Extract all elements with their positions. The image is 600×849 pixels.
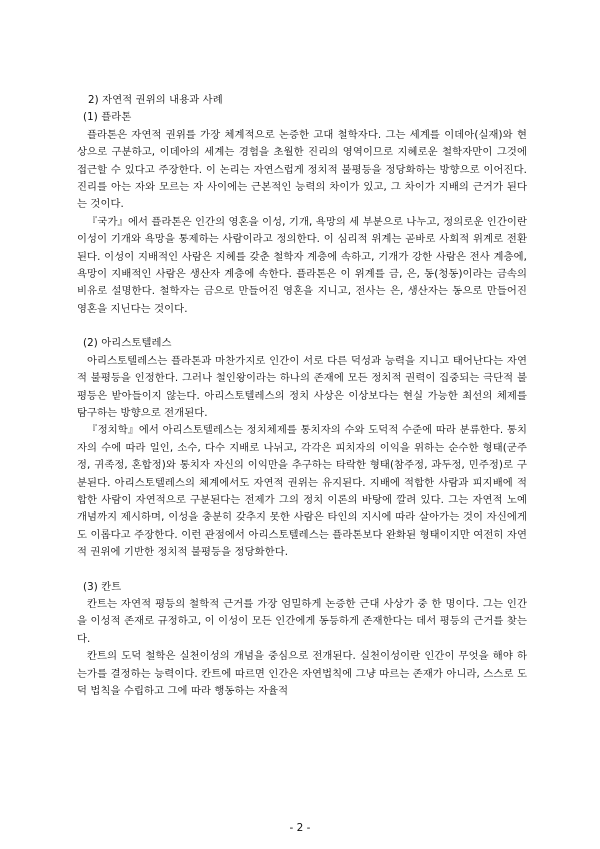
paragraph-kant-1: 칸트는 자연적 평등의 철학적 근거를 가장 엄밀하게 논증한 근대 사상가 중 한 명이다. 그는 인간을 이성적 존재로 규정하고, 이 이성이 모든 인간에게 동등하게 존재한다는 데서 평등의 근거를 찾는다.: [77, 597, 527, 645]
subsection-heading-aristotle: (2) 아리스토텔레스: [83, 337, 172, 350]
paragraph-plato-2: 『국가』에서 플라톤은 인간의 영혼을 이성, 기개, 욕망의 세 부분으로 나누고, 정의로운 인간이란 이성이 기개와 욕망을 통제하는 사람이라고 정의한다. 이 심리적 위계는 곧바로 사회적 위계로 전환된다. 이성이 지배적인 사람은 지혜를 갖춘 철학자 계층에 속하고, 기개가 강한 사람은 전사 계층에, 욕망이 지배적인 사람은 생산자 계층에 속한다. 플라톤은 이 위계를 금, 은, 동(청동)이라는 금속의 비유로 설명한다. 철학자는 금으로 만들어진 영혼을 지니고, 전사는 은, 생산자는 동으로 만들어진 영혼을 지닌다는 것이다.: [77, 215, 527, 315]
document-body: [77, 92, 527, 700]
section-gap: [77, 318, 527, 335]
subsection-heading-plato: (1) 플라톤: [83, 111, 132, 124]
section-heading: 2) 자연적 권위의 내용과 사례: [88, 94, 223, 106]
subsection-heading-kant: (3) 칸트: [83, 580, 122, 593]
paragraph-kant-2: 칸트의 도덕 철학은 실천이성의 개념을 중심으로 전개된다. 실천이성이란 인간이 무엇을 해야 하는가를 결정하는 능력이다. 칸트에 따르면 인간은 자연법칙에 그냥 따르는 존재가 아니라, 스스로 도덕 법칙을 수립하고 그에 따라 행동하는 자율적: [77, 650, 527, 697]
paragraph-aristotle-2: 『정치학』에서 아리스토텔레스는 정치체제를 통치자의 수와 도덕적 수준에 따라 분류한다. 통치자의 수에 따라 일인, 소수, 다수 지배로 나뉘고, 각각은 피치자의 이익을 위하는 순수한 형태(군주정, 귀족정, 혼합정)와 통치자 자신의 이익만을 추구하는 타락한 형태(참주정, 과두정, 민주정)로 구분된다. 아리스토텔레스의 체계에서도 자연적 권위는 유지된다. 지배에 적합한 사람과 피지배에 적합한 사람이 자연적으로 구분된다는 전제가 그의 정치 이론의 바탕에 깔려 있다. 그는 자연적 노예 개념까지 제시하며, 이성을 충분히 갖추지 못한 사람은 타인의 지시에 따라 살아가는 것이 자신에게도 이롭다고 주장한다. 이런 관점에서 아리스토텔레스는 플라톤보다 완화된 형태이지만 여전히 자연적 권위에 기반한 정치적 불평등을 정당화한다.: [77, 424, 527, 559]
section-gap: [77, 562, 527, 579]
page-number: - 2 -: [289, 822, 311, 834]
paragraph-plato-1: 플라톤은 자연적 권위를 가장 체계적으로 논증한 고대 철학자다. 그는 세계를 이데아(실재)와 현상으로 구분하고, 이데아의 세계는 경험을 초월한 진리의 영역이므로 지혜로운 철학자만이 그것에 접근할 수 있다고 주장한다. 이 논리는 자연스럽게 정치적 불평등을 정당화하는 방향으로 이어진다. 진리를 아는 자와 모르는 자 사이에는 근본적인 능력의 차이가 있고, 그 차이가 지배의 근거가 된다는 것이다.: [77, 128, 527, 211]
paragraph-aristotle-1: 아리스토텔레스는 플라톤과 마찬가지로 인간이 서로 다른 덕성과 능력을 지니고 태어난다는 자연적 불평등을 인정한다. 그러나 철인왕이라는 하나의 존재에 모든 정치적 권력이 집중되는 극단적 불평등은 받아들이지 않는다. 아리스토텔레스의 정치 사상은 이상보다는 현실 가능한 최선의 체제를 탐구하는 방향으로 전개된다.: [77, 354, 527, 419]
